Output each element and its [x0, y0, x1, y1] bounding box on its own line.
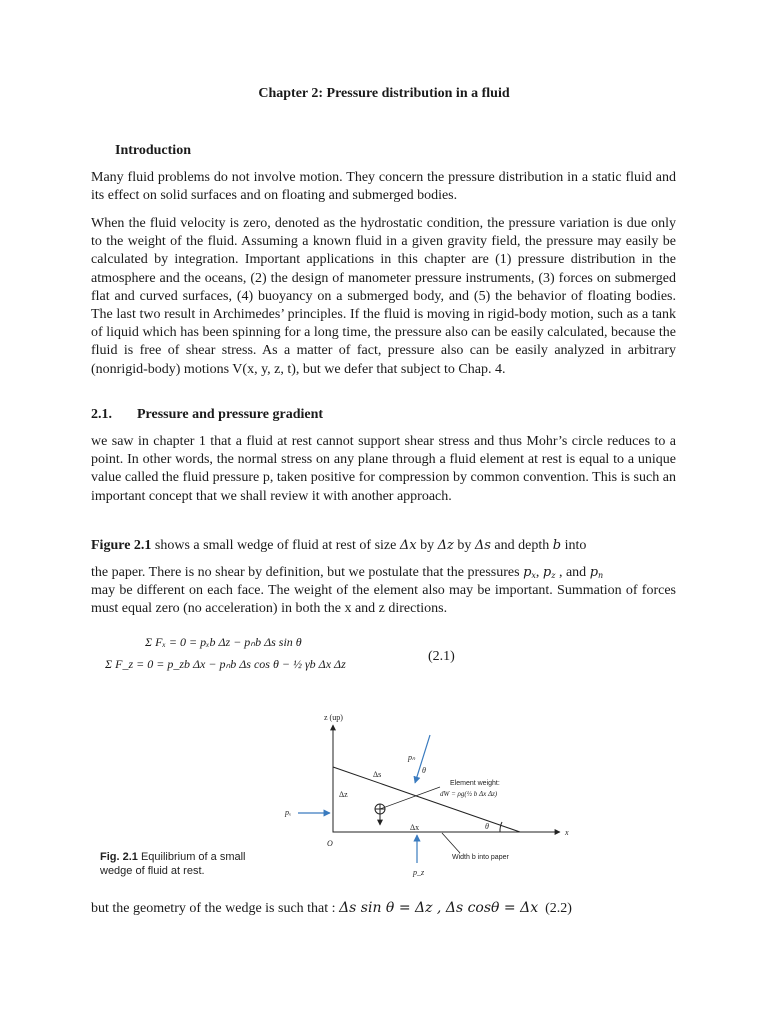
intro-paragraph-2: When the fluid velocity is zero, denoted as the hydrostatic condition, the pressure variation is due only to the weight of the fluid. Assuming a known fluid in a given gravity field, the pressure may easily be calculated by integration. Important applications in this chapter are (1) pressure distribution in the atmosphere and the oceans, (2) the design of manometer pressure instruments, (3) forces on submerged flat and curved surfaces, (4) buoyancy on a submerged body, and (5) the behavior of floating bodies. The last two result in Archimedes’ principles. If the fluid is moving in rigid-body motion, such as a tank of liquid which has been spinning for a long time, the pressure also can be easily calculated, because the fluid is free of shear stress. As a matter of fact, pressure also can be easily analyzed in arbitrary (nonrigid-body) motions V(x, y, z, t), but we defer that subject to Chap. 4.	[91, 216, 676, 377]
theta-label-top: θ	[422, 766, 426, 775]
section-title: Pressure and pressure gradient	[137, 407, 324, 422]
delta-x: Δx	[399, 538, 417, 553]
caption-label: Fig. 2.1	[100, 851, 138, 863]
p-z-sub: z	[551, 571, 556, 580]
intro-paragraph-1: Many fluid problems do not involve motion. They concern the pressure distribution in a static fluid and its effect on solid surfaces and on floating and submerged bodies.	[91, 170, 676, 204]
weight-title: Element weight:	[450, 780, 500, 787]
and-text: , and	[555, 565, 590, 580]
p-x: p	[523, 565, 532, 580]
dx-label: Δx	[410, 823, 420, 832]
geometry-equation: Δs sin θ = Δz , Δs cosθ = Δx	[339, 900, 539, 916]
px-label: pₓ	[285, 808, 292, 817]
introduction-heading: Introduction	[115, 143, 191, 158]
figure-paragraph-line-1	[91, 537, 681, 555]
pn-arrow	[415, 735, 430, 783]
section-number: 2.1.	[91, 407, 112, 422]
fig-text-1: shows a small wedge of fluid at rest of size	[151, 538, 400, 553]
fig-text-5: into	[561, 538, 587, 553]
equation-number-2-1: (2.1)	[428, 649, 455, 664]
equation-fz: Σ F_z = 0 = p_zb Δx − pₙb Δs cos θ − ½ γb Δx Δz	[105, 657, 346, 671]
fig-text-2: by	[416, 538, 438, 553]
p-x-sub: x	[531, 571, 536, 580]
equation-number-2-2: (2.2)	[545, 901, 572, 916]
wedge-triangle	[333, 767, 520, 832]
theta-arc	[500, 822, 502, 832]
geometry-text: but the geometry of the wedge is such that :	[91, 901, 340, 916]
p-n: p	[589, 565, 599, 580]
figure-caption	[100, 850, 246, 878]
fig-text-3: by	[453, 538, 475, 553]
weight-formula: dW = ρg(½ b Δx Δz)	[440, 790, 498, 798]
width-pointer	[442, 833, 460, 853]
fig-text-6: the paper. There is no shear by definition, but we postulate that the pressures	[91, 565, 524, 580]
dz-label: Δz	[339, 790, 348, 799]
section-heading	[91, 407, 323, 423]
caption-text-2: wedge of fluid at rest.	[100, 865, 205, 877]
caption-text-1: Equilibrium of a small	[137, 851, 246, 863]
origin-label: O	[327, 839, 333, 848]
figure-ref: Figure 2.1	[91, 538, 152, 553]
depth-b: b	[552, 538, 562, 553]
width-label: Width b into paper	[452, 854, 509, 861]
figure-paragraph-rest: may be different on each face. The weight of the element also may be important. Summation of forces must equal zero (no acceleration) in both the x and z directions.	[91, 583, 676, 617]
section-paragraph-1: we saw in chapter 1 that a fluid at rest cannot support shear stress and thus Mohr’s circle reduces to a point. In other words, the normal stress on any plane through a fluid element at rest is equal to a unique value called the fluid pressure p, taken positive for compression by common convention. This is such an important concept that we shall review it with another approach.	[91, 434, 676, 504]
ds-label: Δs	[373, 770, 382, 779]
delta-z: Δz	[437, 538, 454, 553]
p-n-sub: n	[598, 571, 604, 580]
p-z: p	[542, 565, 552, 580]
comma: ,	[535, 565, 543, 580]
pz-label: p_z	[413, 868, 425, 877]
weight-line	[380, 787, 440, 809]
theta-label-bottom: θ	[485, 822, 489, 831]
delta-s: Δs	[474, 538, 491, 553]
z-axis-label: z (up)	[324, 713, 343, 722]
fig-text-4: and depth	[490, 538, 553, 553]
chapter-title: Chapter 2: Pressure distribution in a fluid	[258, 86, 510, 101]
equation-fx: Σ Fₓ = 0 = pₓb Δz − pₙb Δs sin θ	[145, 635, 302, 649]
geometry-line	[91, 900, 572, 917]
x-axis-label: x	[565, 828, 569, 837]
pn-label: pₙ	[408, 753, 416, 762]
